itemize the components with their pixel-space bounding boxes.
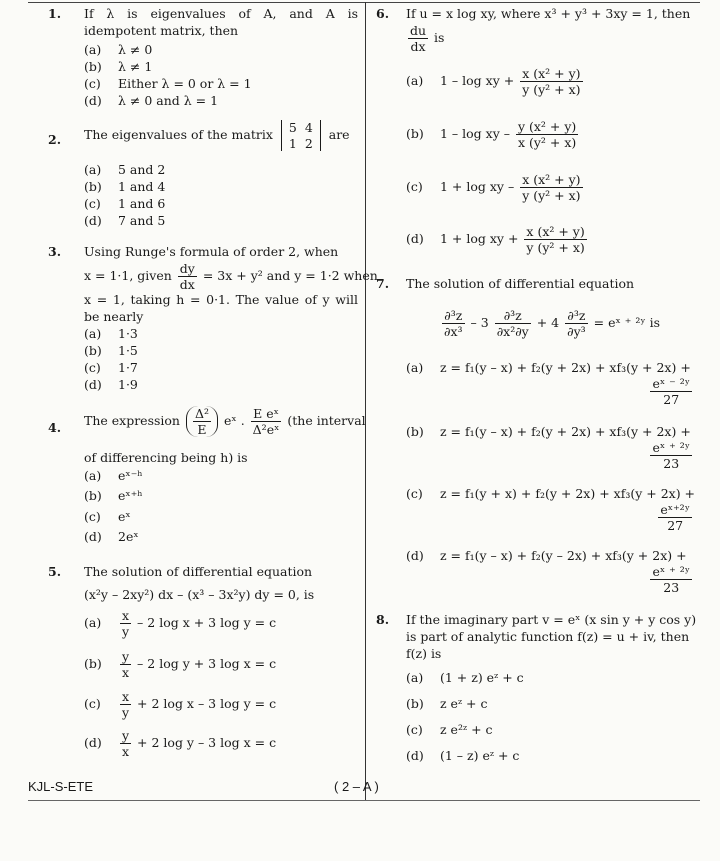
- option-c: (c) z e²ᶻ + c: [406, 722, 493, 737]
- dy-dx-fraction: $\frac{dy}{dx}$: [179, 260, 195, 292]
- option-c: (c) eˣ: [84, 509, 131, 524]
- footer-page-number: ( 2 – A ): [334, 779, 379, 794]
- parenthesized-fraction: $\frac{\text{Δ²}}{E}$: [186, 406, 218, 437]
- option-b: (b) eˣ⁺ʰ: [84, 488, 143, 503]
- option-d-term: $\frac{\text{eˣ ⁺ ²ʸ}}{23}$: [652, 564, 690, 595]
- question-number: 6.: [376, 6, 390, 21]
- option-c: (c) Either λ = 0 or λ = 1: [84, 76, 252, 91]
- top-rule: [28, 2, 700, 3]
- question-text-line2: of differencing being h) is: [84, 450, 248, 465]
- option-d: (d) z = f₁(y – x) + f₂(y – 2x) + xf₃(y + 2x) +: [406, 548, 687, 563]
- option-c: (c) $\frac{x}{y}$ + 2 log x – 3 log y = c: [84, 689, 277, 720]
- question-number: 4.: [48, 420, 62, 435]
- question-text: If the imaginary part v = eˣ (x sin y + y cos y) is part of analytic function f(z) = u + iv, then f(z) is: [406, 612, 697, 661]
- question-text: The expression $\frac{\text{Δ²}}{E}$ eˣ . $\frac{\text{E eˣ}}{\text{Δ²eˣ}}$ (the interval: [84, 406, 366, 437]
- bottom-rule: [28, 800, 700, 801]
- question-number: 3.: [48, 244, 62, 259]
- question-text: If u = x log xy, where x³ + y³ + 3xy = 1, then $\frac{du}{dx}$ is: [406, 6, 691, 54]
- option-c: (c) 1 and 6: [84, 196, 166, 211]
- option-d: (d) 1·9: [84, 377, 138, 392]
- question-number: 5.: [48, 564, 62, 579]
- fraction: $\frac{\text{E eˣ}}{\text{Δ²eˣ}}$: [252, 406, 280, 437]
- question-number: 8.: [376, 612, 390, 627]
- option-c-term: $\frac{\text{eˣ⁺²ʸ}}{27}$: [660, 502, 690, 533]
- question-text: The eigenvalues of the matrix 5 4 1 2 are: [84, 120, 350, 151]
- option-a: (a) 1 – log xy + $\frac{\text{x (x² + y)}}{\text{y (y² + x)}}$: [406, 66, 581, 97]
- option-c: (c) z = f₁(y + x) + f₂(y + 2x) + xf₃(y + 2x) +: [406, 486, 696, 501]
- option-d: (d) 7 and 5: [84, 213, 166, 228]
- column-divider: [365, 2, 366, 800]
- option-d: (d) $\frac{y}{x}$ + 2 log y – 3 log x = c: [84, 728, 277, 759]
- option-a: (a) 5 and 2: [84, 162, 166, 177]
- option-b: (b) 1 and 4: [84, 179, 166, 194]
- question-number: 7.: [376, 276, 390, 291]
- option-b: (b) z = f₁(y – x) + f₂(y + 2x) + xf₃(y + 2x) +: [406, 424, 691, 439]
- option-c: (c) 1·7: [84, 360, 138, 375]
- option-b-term: $\frac{\text{eˣ ⁺ ²ʸ}}{23}$: [652, 440, 690, 471]
- option-c: (c) 1 + log xy – $\frac{\text{x (x² + y)}}{\text{y (y² + x)}}$: [406, 172, 581, 203]
- option-d: (d) λ ≠ 0 and λ = 1: [84, 93, 219, 108]
- matrix: 5 4 1 2: [281, 120, 321, 151]
- question-text: The solution of differential equation (x²y – 2xy²) dx – (x³ – 3x²y) dy = 0, is: [84, 564, 315, 602]
- option-a: (a) eˣ⁻ʰ: [84, 468, 143, 483]
- option-d: (d) 1 + log xy + $\frac{\text{x (x² + y)}}{\text{y (y² + x)}}$: [406, 224, 585, 255]
- question-number: 2.: [48, 132, 62, 147]
- option-b: (b) 1 – log xy – $\frac{\text{y (x² + y)}}{\text{x (y² + x)}}$: [406, 119, 577, 150]
- question-text: Using Runge's formula of order 2, when x = 1·1, given $\frac{dy}{dx}$ = 3x + y² and y = 1·2 when x = 1, taking h = 0·1. The value of y will be nearly: [84, 244, 378, 324]
- option-d: (d) 2eˣ: [84, 529, 139, 544]
- footer-code: KJL-S-ETE: [28, 779, 94, 794]
- question-number: 1.: [48, 6, 62, 21]
- pde-equation: $\frac{\text{∂³z}}{\text{∂x³}}$ – 3 $\frac{\text{∂³z}}{\text{∂x²∂y}}$ + 4 $\frac{\text{∂³z}}{\text{∂y³}}$ = eˣ ⁺ ²ʸ is: [444, 308, 661, 339]
- question-text: The solution of differential equation: [406, 276, 635, 291]
- option-d: (d) (1 – z) eᶻ + c: [406, 748, 520, 763]
- option-b: (b) z eᶻ + c: [406, 696, 488, 711]
- option-a: (a) λ ≠ 0: [84, 42, 153, 57]
- option-a: (a) $\frac{x}{y}$ – 2 log x + 3 log y = c: [84, 608, 277, 639]
- question-text: If λ is eigenvalues of A, and A is idempotent matrix, then: [84, 6, 358, 38]
- option-a: (a) z = f₁(y – x) + f₂(y + 2x) + xf₃(y + 2x) +: [406, 360, 691, 375]
- option-a: (a) 1·3: [84, 326, 138, 341]
- option-a-term: $\frac{\text{eˣ ⁻ ²ʸ}}{27}$: [652, 376, 690, 407]
- option-a: (a) (1 + z) eᶻ + c: [406, 670, 524, 685]
- option-b: (b) $\frac{y}{x}$ – 2 log y + 3 log x = c: [84, 649, 277, 680]
- option-b: (b) λ ≠ 1: [84, 59, 153, 74]
- option-b: (b) 1·5: [84, 343, 138, 358]
